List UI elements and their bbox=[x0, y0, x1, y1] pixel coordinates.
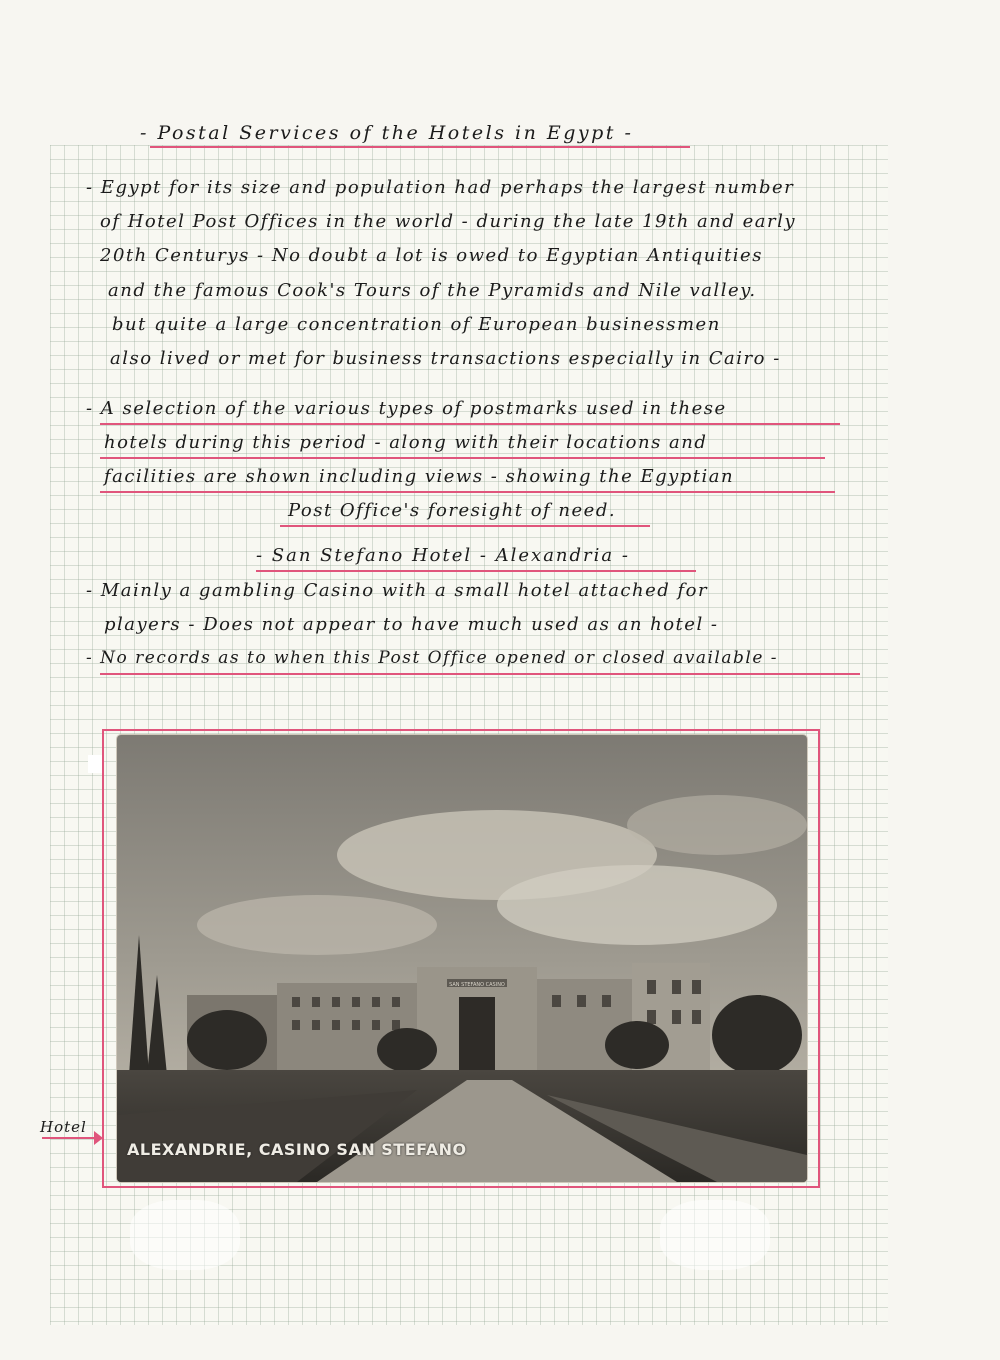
selection-line: facilities are shown including views - showing the Egyptian bbox=[104, 466, 735, 487]
hotel-pointer-arrow-icon bbox=[94, 1131, 103, 1145]
page-emboss-mark bbox=[660, 1200, 770, 1270]
section-heading: - San Stefano Hotel - Alexandria - bbox=[256, 545, 630, 566]
selection-line: Post Office's foresight of need. bbox=[288, 500, 617, 521]
hotel-margin-note: Hotel bbox=[40, 1118, 87, 1136]
title-underline bbox=[150, 146, 690, 148]
section-underline bbox=[100, 673, 860, 675]
intro-line: and the famous Cook's Tours of the Pyramids and Nile valley. bbox=[108, 280, 757, 301]
selection-underline bbox=[100, 491, 835, 493]
selection-underline bbox=[100, 423, 840, 425]
hotel-pointer-line bbox=[42, 1137, 96, 1139]
intro-line: 20th Centurys - No doubt a lot is owed to Egyptian Antiquities bbox=[100, 245, 763, 266]
intro-line: but quite a large concentration of European businessmen bbox=[112, 314, 721, 335]
page-emboss-mark bbox=[130, 1200, 240, 1270]
section-heading-underline bbox=[256, 570, 696, 572]
intro-line: - Egypt for its size and population had perhaps the largest number bbox=[86, 177, 795, 198]
selection-underline bbox=[100, 457, 825, 459]
facade-sign: SAN STEFANO CASINO bbox=[449, 982, 505, 988]
mount-tab bbox=[88, 755, 102, 773]
section-line: players - Does not appear to have much used as an hotel - bbox=[104, 614, 719, 635]
section-line: - No records as to when this Post Office opened or closed available - bbox=[86, 648, 779, 668]
postcard-photo bbox=[117, 735, 807, 1182]
page-title: - Postal Services of the Hotels in Egypt - bbox=[140, 122, 634, 144]
section-line: - Mainly a gambling Casino with a small hotel attached for bbox=[86, 580, 709, 601]
selection-line: hotels during this period - along with their locations and bbox=[104, 432, 708, 453]
selection-underline bbox=[280, 525, 650, 527]
intro-line: also lived or met for business transactions especially in Cairo - bbox=[110, 348, 781, 369]
postcard-caption: ALEXANDRIE, CASINO SAN STEFANO bbox=[127, 1140, 467, 1159]
intro-line: of Hotel Post Offices in the world - during the late 19th and early bbox=[100, 211, 797, 232]
selection-line: - A selection of the various types of postmarks used in these bbox=[86, 398, 727, 419]
